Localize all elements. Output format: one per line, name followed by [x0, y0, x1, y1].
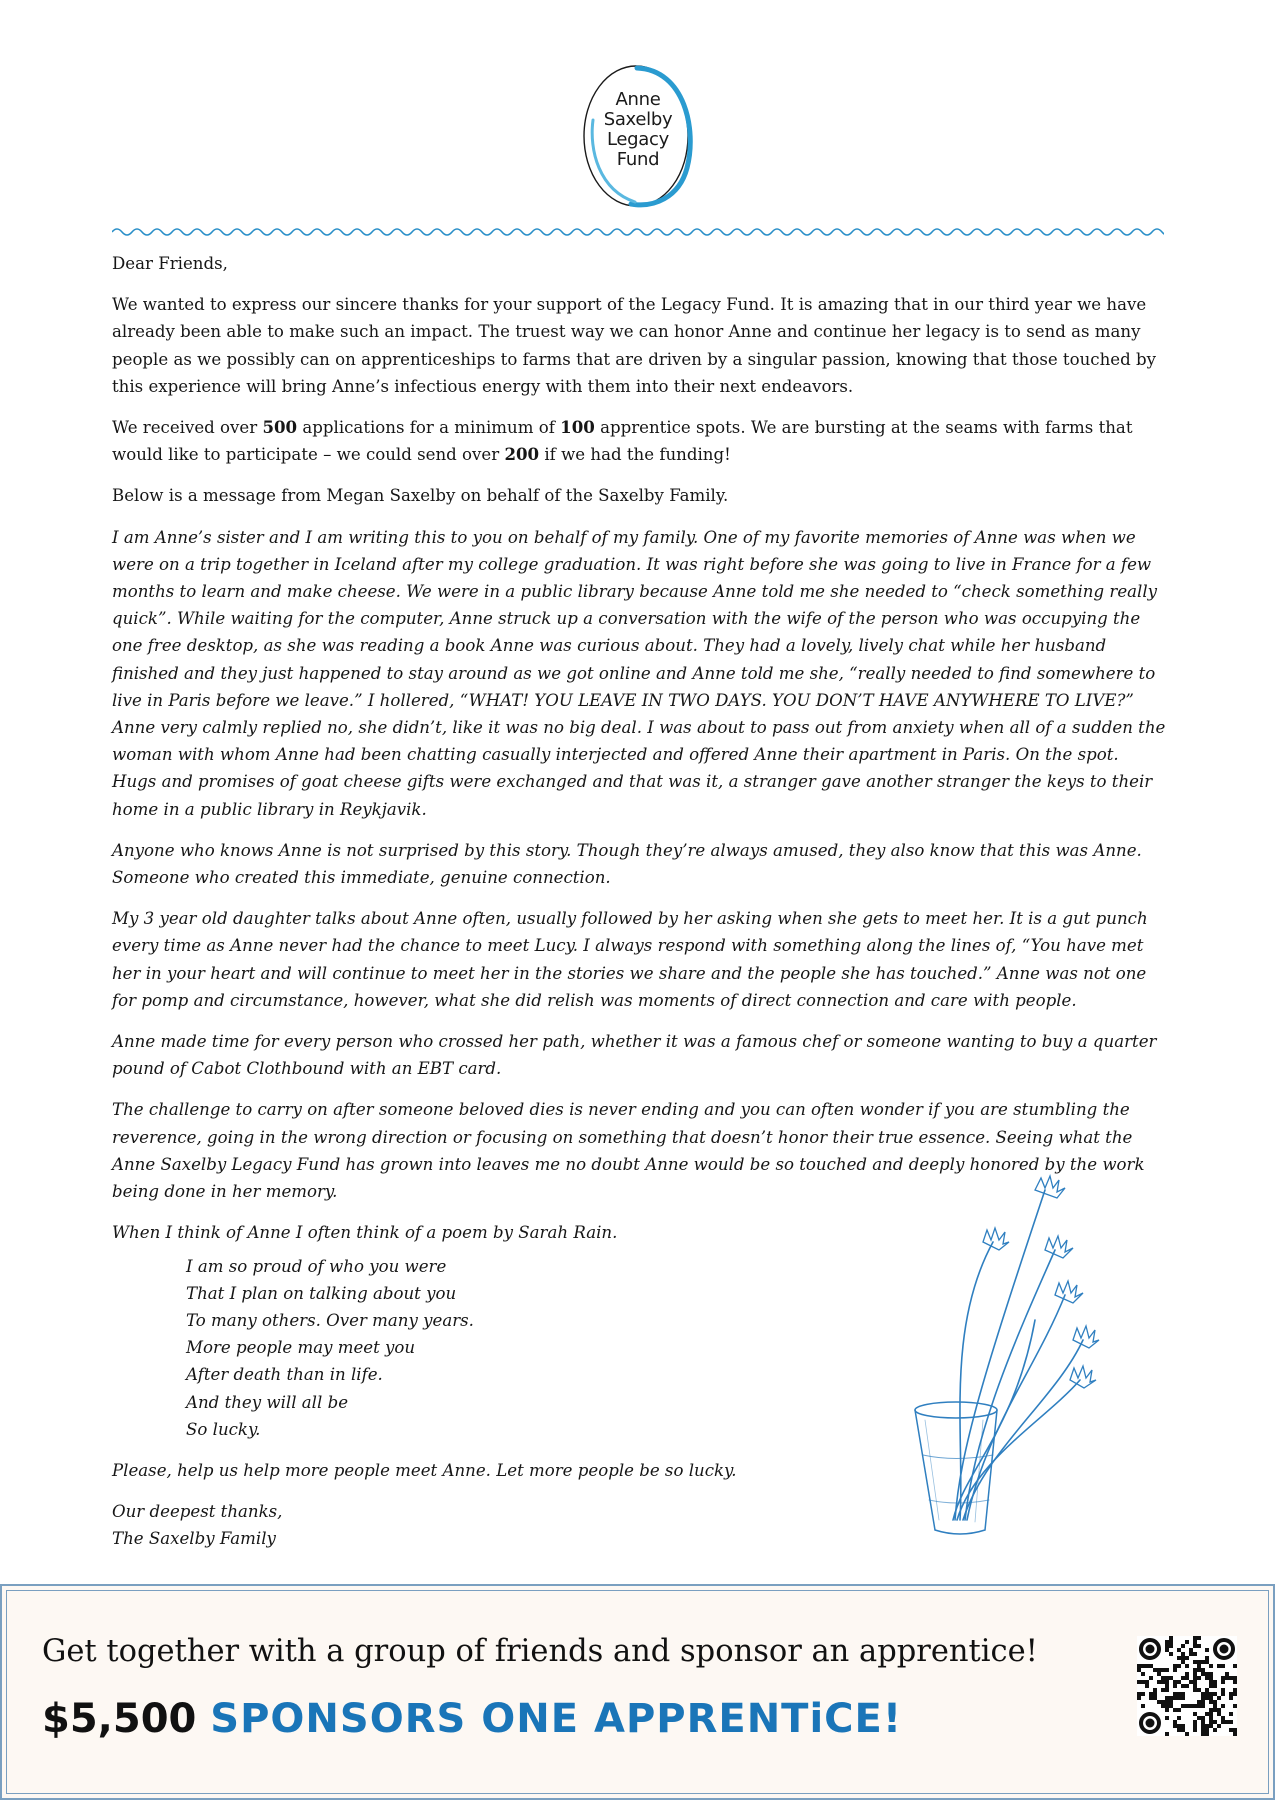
poem-intro: When I think of Anne I often think of a poem by Sarah Rain. [112, 1223, 618, 1243]
closing: Our deepest thanks, [112, 1502, 283, 1522]
poem-line: And they will all be [186, 1392, 349, 1412]
text-run: We received over [112, 418, 263, 438]
flowers-in-glass-illustration-icon [905, 1170, 1105, 1540]
poem-line: To many others. Over many years. [186, 1310, 474, 1330]
daughter-paragraph: My 3 year old daughter talks about Anne often, usually followed by her asking when she gets to meet her. It is a gut punch every time as Anne never had the chance to meet Lucy. I always respond with something along the lines of, “You have met her in your heart and will continue to meet her in the stories we share and the people she has touched.” Anne was not one for pomp and circumstance, however, what she did relish was moments of direct connection and care with people. [112, 909, 1148, 1010]
apprentice-spots-count: 100 [560, 417, 595, 438]
poem-line: More people may meet you [186, 1338, 416, 1358]
plea-paragraph: Please, help us help more people meet Anne. Let more people be so lucky. [112, 1460, 737, 1480]
banner-headline: Get together with a group of friends and sponsor an apprentice! [42, 1634, 1038, 1669]
logo-line: Saxelby [603, 109, 673, 130]
banner-inner-border [6, 1590, 1269, 1794]
sponsor-text: SPONSORS ONE APPRENTiCE! [210, 1696, 903, 1742]
logo-line: Legacy [607, 129, 669, 150]
applications-paragraph [112, 414, 1166, 468]
story-paragraph: I am Anne’s sister and I am writing this to you on behalf of my family. One of my favorite memories of Anne was when we were on a trip together in Iceland after my college graduation. It was right before she was going to live in France for a few months to learn and make cheese. We were in a public library because Anne told me she needed to “check something really quick”. While waiting for the computer, Anne struck up a conversation with the wife of the person who was occupying the one free desktop, as she was reading a book Anne was curious about. They had a lovely, lively chat while her husband finished and they just happened to stay around as we got online and Anne told me she, “really needed to find somewhere to live in Paris before we leave.” I hollered, “WHAT! YOU LEAVE IN TWO DAYS. YOU DON’T HAVE ANYWHERE TO LIVE?” Anne very calmly replied no, she didn’t, like it was no big deal. I was about to pass out from anxiety when all of a sudden the woman with whom Anne had been chatting casually interjected and offered Anne their apartment in Paris. On the spot. Hugs and promises of goat cheese gifts were exchanged and that was it, a stranger gave another stranger the keys to their home in a public library in Reykjavik. [112, 527, 1166, 819]
banner-sponsor-line [42, 1696, 902, 1742]
signature: The Saxelby Family [112, 1529, 276, 1549]
sponsor-banner [0, 1584, 1275, 1800]
text-run: applications for a minimum of [297, 418, 561, 438]
wavy-divider [112, 226, 1164, 238]
text-run: apprentice spots. We are bursting at the seams with farms that would like to participate – we could send over [112, 418, 1133, 465]
challenge-paragraph: The challenge to carry on after someone beloved dies is never ending and you can often wonder if you are stumbling the reverence, going in the wrong direction or focusing on something that doesn’t honor their true essence. Seeing what the Anne Saxelby Legacy Fund has grown into leaves me no doubt Anne would be so touched and deeply honored by the work being done in her memory. [112, 1100, 1145, 1202]
anyone-paragraph: Anyone who knows Anne is not surprised by this story. Though they’re always amused, they also know that this was Anne. Someone who created this immediate, genuine connection. [112, 840, 1142, 888]
greeting: Dear Friends, [112, 254, 228, 273]
logo-line: Fund [616, 149, 660, 170]
time-paragraph: Anne made time for every person who crossed her path, whether it was a famous chef or someone wanting to buy a quarter pound of Cabot Clothbound with an EBT card. [112, 1032, 1157, 1079]
fund-logo [575, 60, 701, 208]
applications-count: 500 [262, 417, 298, 438]
poem-line: After death than in life. [186, 1365, 383, 1385]
poem-line: I am so proud of who you were [186, 1256, 447, 1276]
sponsor-amount: $5,500 [42, 1696, 197, 1742]
logo-line: Anne [615, 89, 661, 110]
message-intro: Below is a message from Megan Saxelby on behalf of the Saxelby Family. [112, 486, 729, 506]
text-run: if we had the funding! [539, 445, 731, 465]
potential-count: 200 [504, 444, 540, 465]
qr-code-icon[interactable] [1137, 1636, 1237, 1736]
logo-wordmark [575, 90, 701, 170]
poem-line: So lucky. [186, 1419, 261, 1439]
intro-paragraph: We wanted to express our sincere thanks for your support of the Legacy Fund. It is amazing that in our third year we have already been able to make such an impact. The truest way we can honor Anne and continue her legacy is to send as many people as we possibly can on apprenticeships to farms that are driven by a singular passion, knowing that those touched by this experience will bring Anne’s infectious energy with them into their next endeavors. [112, 295, 1156, 396]
poem-line: That I plan on talking about you [186, 1283, 457, 1303]
